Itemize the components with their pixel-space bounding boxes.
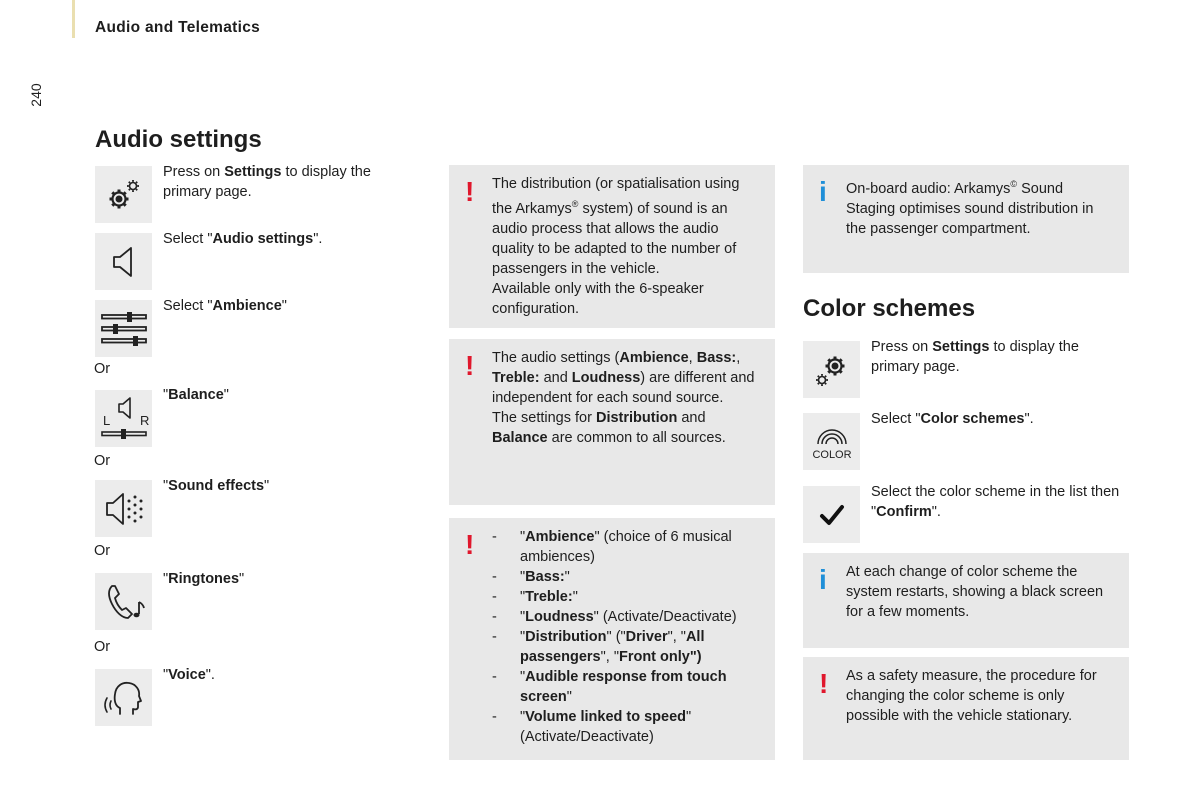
warning-note-distribution — [449, 165, 775, 328]
info-icon: i — [819, 176, 827, 207]
or-separator: Or — [94, 639, 111, 655]
list-item: - "Distribution" ("Driver", "All passengers", "Front only") — [492, 627, 761, 667]
section-title: Audio and Telematics — [95, 19, 261, 36]
note-text — [492, 527, 761, 747]
or-separator: Or — [94, 453, 111, 469]
or-separator: Or — [94, 361, 111, 377]
ringtone-phone-icon — [95, 573, 152, 630]
speaker-icon — [95, 233, 152, 290]
note-text: On-board audio: Arkamys© Sound Staging optimises sound distribution in the passenger compartment. — [846, 179, 1094, 237]
step-sound-effects-text: "Sound effects" — [163, 478, 270, 494]
note-text: At each change of color scheme the system restarts, showing a black screen for a few moments. — [846, 564, 1104, 620]
warning-icon: ! — [465, 350, 475, 381]
svg-text:COLOR: COLOR — [811, 448, 852, 461]
step-settings-text: Press on Settings to display the primary page. — [163, 164, 371, 200]
settings-gears-icon — [95, 166, 152, 223]
warning-note-audio-settings — [449, 339, 775, 505]
warning-icon: ! — [465, 176, 475, 207]
step-balance-text: "Balance" — [163, 387, 229, 403]
note-text: The audio settings (Ambience, Bass:, Treble: and Loudness) are different and independent for each sound source. The settings for Distribution and Balance are common to all sources. — [492, 350, 755, 446]
warning-note-settings-list — [449, 518, 775, 760]
info-note-restart — [803, 553, 1129, 648]
step-confirm-text: Select the color scheme in the list then "Confirm". — [871, 484, 1120, 520]
header-accent-line — [72, 0, 75, 38]
step-ringtones-text: "Ringtones" — [163, 571, 245, 587]
list-item: - "Treble:" — [492, 587, 761, 607]
color-scheme-icon — [803, 413, 860, 470]
list-item: - "Bass:" — [492, 567, 761, 587]
settings-list — [492, 527, 761, 747]
note-text: The distribution (or spatialisation using the Arkamys® system) of sound is an audio process that allows the audio quality to be adapted to the number of passengers in the vehicle. Available only with the 6-speaker configuration. — [492, 176, 740, 317]
audio-settings-heading: Audio settings — [95, 126, 262, 153]
equalizer-sliders-icon — [95, 300, 152, 357]
list-item: - "Audible response from touch screen" — [492, 667, 761, 707]
step-color-schemes-text: Select "Color schemes". — [871, 411, 1034, 427]
list-item: - "Volume linked to speed" (Activate/Deactivate) — [492, 707, 761, 747]
warning-icon: ! — [465, 529, 475, 560]
page-number: 240 — [28, 83, 44, 107]
svg-text:R: R — [139, 412, 149, 428]
color-schemes-heading: Color schemes — [803, 295, 976, 322]
warning-icon: ! — [819, 668, 829, 699]
step-settings-text: Press on Settings to display the primary page. — [871, 339, 1079, 375]
or-separator: Or — [94, 543, 111, 559]
info-note-arkamys — [803, 165, 1129, 273]
voice-head-icon — [95, 669, 152, 726]
balance-left-right-icon — [95, 390, 152, 447]
confirm-check-icon — [803, 486, 860, 543]
svg-text:L: L — [102, 412, 110, 428]
step-ambience-text: Select "Ambience" — [163, 298, 287, 314]
sound-effects-icon — [95, 480, 152, 537]
step-voice-text: "Voice". — [163, 667, 215, 683]
step-audio-settings-text: Select "Audio settings". — [163, 231, 323, 247]
list-item: - "Ambience" (choice of 6 musical ambiences) — [492, 527, 761, 567]
info-icon: i — [819, 564, 827, 595]
warning-note-safety — [803, 657, 1129, 760]
list-item: - "Loudness" (Activate/Deactivate) — [492, 607, 761, 627]
settings-gears-icon — [803, 341, 860, 398]
note-text: As a safety measure, the procedure for changing the color scheme is only possible with the vehicle stationary. — [846, 668, 1097, 724]
